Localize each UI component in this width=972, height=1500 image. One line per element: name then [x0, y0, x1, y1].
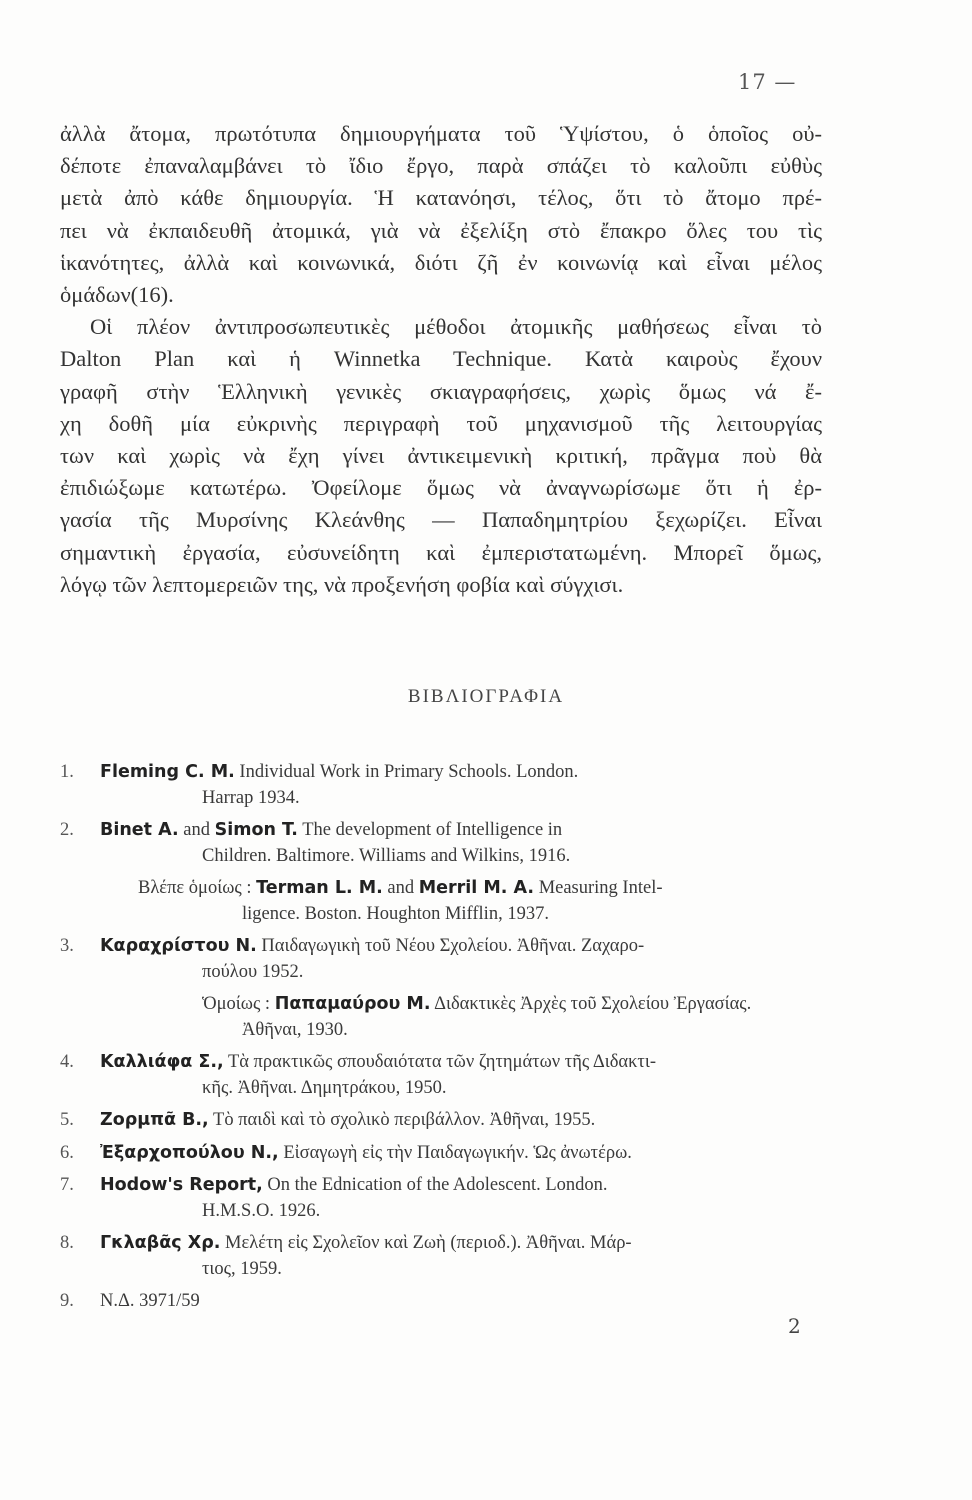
entry-text: Τὰ πρακτικῶς σπουδαιότατα τῶν ζητημάτων τῆς Διδακτι- [227, 1052, 656, 1072]
entry-number: 8. [60, 1233, 74, 1253]
entry-conjunction: and [183, 820, 210, 840]
entry-number: 2. [60, 820, 74, 840]
body-line: ὁμάδων(16). [60, 282, 174, 308]
body-line: δέποτε ἐπαναλαμβάνει τὸ ἴδιο ἔργο, παρὰ σπάζει τὸ καλοῦπι εὐθὺς [60, 153, 822, 179]
entry-author: Παπαμαύρου Μ. [274, 994, 431, 1014]
body-line: γραφῆ στὴν Ἑλληνικὴ γενικὲς σκιαγραφήσεις, χωρὶς ὅμως νά ἔ- [60, 378, 822, 404]
sheet-signature-number: 2 [788, 1314, 801, 1338]
page-number: 17 — [738, 70, 797, 94]
bibliography-entry [60, 1108, 824, 1134]
entry-number: 3. [60, 936, 74, 956]
entry-text: Individual Work in Primary Schools. London. [239, 762, 579, 782]
entry-author: Ἐξαρχοπούλου Ν., [100, 1142, 279, 1163]
entry-continuation: κῆς. Ἀθῆναι. Δημητράκου, 1950. [202, 1077, 447, 1098]
bibliography-entry [60, 934, 824, 985]
body-line: Οἱ πλέον ἀντιπροσωπευτικὲς μέθοδοι ἀτομικῆς μαθήσεως εἶναι τὸ [90, 314, 822, 340]
entry-coauthor: Merril M. A. [418, 878, 535, 898]
body-line: των καὶ χωρὶς νὰ ἔχη γίνει ἀντικειμενικὴ κριτική, πρᾶγμα ποὺ θὰ [60, 443, 822, 469]
entry-number: 6. [60, 1142, 74, 1163]
entry-continuation: τιος, 1959. [202, 1258, 282, 1279]
entry-continuation: Children. Baltimore. Williams and Wilkins, 1916. [202, 845, 571, 866]
entry-coauthor: Simon T. [214, 820, 298, 840]
bibliography-entry [60, 1141, 824, 1167]
body-line: χη δοθῆ μία εὐκρινὴς περιγραφὴ τοῦ μηχανισμοῦ τῆς λειτουργίας [60, 410, 822, 436]
entry-continuation: Ἀθῆναι, 1930. [242, 1019, 348, 1040]
entry-text: On the Ednication of the Adolescent. London. [267, 1175, 608, 1195]
body-line: ἱκανότητες, ἀλλὰ καὶ κοινωνικά, διότι ζῆ ἐν κοινωνίᾳ καὶ εἶναι μέλος [60, 249, 822, 275]
entry-author: Καλλιάφα Σ., [100, 1052, 224, 1072]
entry-number: 7. [60, 1175, 74, 1195]
entry-number: 5. [60, 1110, 74, 1130]
bibliography-list [60, 760, 824, 1322]
entry-number: 9. [60, 1291, 74, 1311]
bibliography-note [60, 876, 824, 927]
body-line: πει νὰ ἐκπαιδευθῆ ἀτομικά, γιὰ νὰ ἐξελίξη στὸ ἔπακρο ὅλες του τὶς [60, 217, 822, 243]
bibliography-entry [60, 1050, 824, 1101]
entry-continuation: Harrap 1934. [202, 787, 300, 808]
bibliography-entry [60, 1173, 824, 1224]
entry-author: Hodow's Report, [100, 1175, 263, 1195]
body-paragraphs [60, 118, 822, 601]
entry-number: 1. [60, 762, 74, 782]
entry-author: Ζορμπᾶ Β., [100, 1110, 209, 1130]
body-line: γασία τῆς Μυρσίνης Κλεάνθης — Παπαδημητρίου ξεχωρίζει. Εἶναι [60, 507, 822, 533]
entry-author: Γκλαβᾶς Χρ. [100, 1233, 221, 1253]
bibliography-entry [60, 760, 824, 811]
body-line: ἐπιδιώξωμε κατωτέρω. Ὀφείλομε ὅμως νὰ ἀναγνωρίσωμε ὅτι ἡ ἐρ- [60, 475, 822, 501]
bibliography-title: ΒΙΒΛΙΟΓΡΑΦΙΑ [407, 686, 565, 707]
entry-continuation: πούλου 1952. [202, 961, 304, 982]
entry-author: Καραχρίστου Ν. [100, 936, 257, 956]
entry-text: Παιδαγωγικὴ τοῦ Νέου Σχολείου. Ἀθῆναι. Ζαχαρο- [261, 936, 645, 956]
entry-text: The development of Intelligence in [302, 820, 563, 840]
entry-text: Τὸ παιδὶ καὶ τὸ σχολικὸ περιβάλλον. Ἀθῆναι, 1955. [213, 1110, 596, 1130]
entry-text: Εἰσαγωγὴ εἰς τὴν Παιδαγωγικήν. Ὡς ἀνωτέρω. [283, 1142, 632, 1163]
body-line: μετὰ ἀπὸ κάθε δημιουργία. Ἡ κατανόησι, τέλος, ὅτι τὸ ἄτομο πρέ- [60, 185, 822, 211]
entry-author: Terman L. M. [256, 878, 383, 898]
bibliography-entry [60, 1231, 824, 1282]
bibliography-entry [60, 818, 824, 869]
entry-continuation: ligence. Boston. Houghton Mifflin, 1937. [242, 903, 549, 924]
entry-conjunction: and [387, 878, 415, 898]
entry-text: Ν.Δ. 3971/59 [100, 1291, 200, 1311]
body-line: Dalton Plan καὶ ἡ Winnetka Technique. Κατὰ καιροὺς ἔχουν [60, 346, 822, 372]
bibliography-note [60, 992, 824, 1043]
entry-continuation: H.M.S.O. 1926. [202, 1200, 321, 1221]
note-prefix: Ὁμοίως : [202, 994, 271, 1014]
entry-text: Μελέτη εἰς Σχολεῖον καὶ Ζωὴ (περιοδ.). Ἀθῆναι. Μάρ- [225, 1233, 632, 1253]
note-prefix: Βλέπε ὁμοίως : [138, 878, 252, 898]
entry-text: Measuring Intel- [538, 878, 663, 898]
entry-author: Binet A. [100, 820, 179, 840]
entry-author: Fleming C. M. [100, 762, 235, 782]
bibliography-entry [60, 1289, 824, 1315]
body-line: ἀλλὰ ἄτομα, πρωτότυπα δημιουργήματα τοῦ Ὑψίστου, ὁ ὁποῖος οὐ- [60, 121, 822, 146]
body-line: λόγῳ τῶν λεπτομερειῶν της, νὰ προξενήση φοβία καὶ σύγχισι. [60, 571, 624, 597]
entry-number: 4. [60, 1052, 74, 1072]
entry-text: Διδακτικὲς Ἀρχὲς τοῦ Σχολείου Ἐργασίας. [434, 994, 752, 1014]
body-line: σημαντικὴ ἐργασία, εὐσυνείδητη καὶ ἐμπεριστατωμένη. Μπορεῖ ὅμως, [60, 539, 822, 565]
